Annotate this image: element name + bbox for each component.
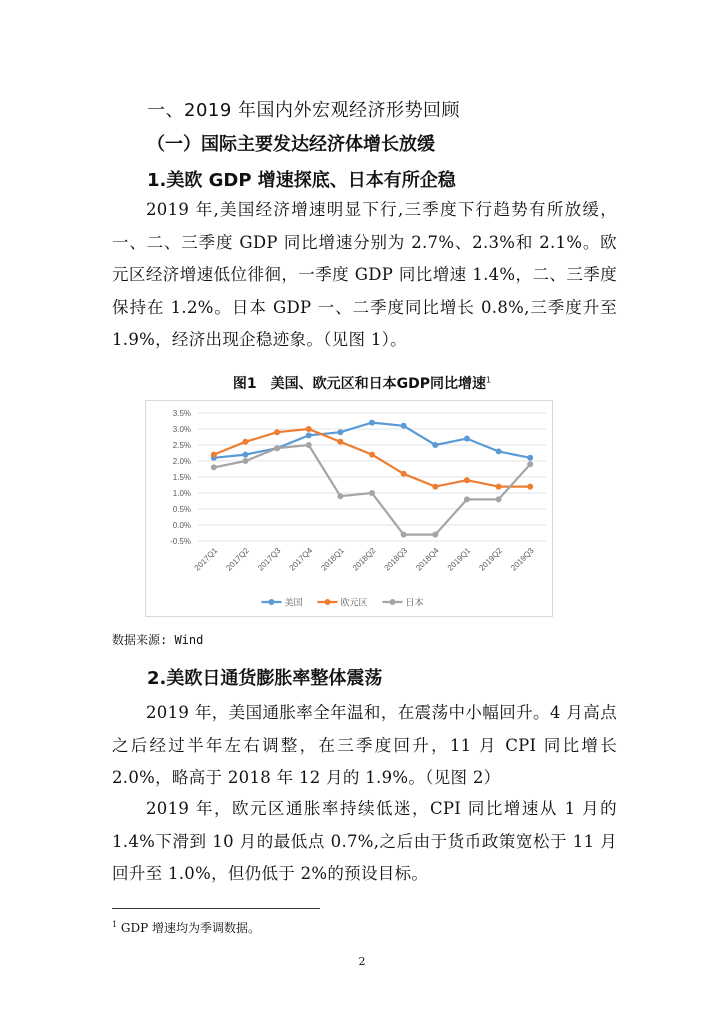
x-tick-label: 2018Q1 [319,546,346,573]
data-point [369,452,375,458]
data-point [464,496,470,502]
data-point [527,484,533,490]
legend-marker [390,599,396,605]
data-point [401,471,407,477]
page-number: 2 [358,955,366,968]
legend-label: 日本 [405,598,424,609]
legend-label: 美国 [284,598,303,609]
data-point [274,429,280,435]
subsection-heading: （一）国际主要发达经济体增长放缓 [147,134,435,155]
y-axis-ticks [170,409,191,546]
legend-marker [325,599,331,605]
data-point [496,448,502,454]
data-source: 数据来源: Wind [112,633,204,647]
y-tick-label: 0.5% [172,505,191,514]
x-tick-label: 2019Q3 [509,546,536,573]
chart-legend [262,597,424,609]
data-point [432,532,438,538]
data-point [211,464,217,470]
y-tick-label: 2.0% [172,457,191,466]
legend-marker [269,599,275,605]
x-tick-label: 2017Q3 [256,546,283,573]
data-point [337,429,343,435]
series-line [214,429,530,487]
chart-gridlines [198,413,546,541]
y-tick-label: 3.0% [172,425,191,434]
data-point [337,493,343,499]
data-point [306,432,312,438]
y-tick-label: 1.0% [172,489,191,498]
data-point [211,452,217,458]
data-point [527,461,533,467]
x-tick-label: 2018Q3 [382,546,410,573]
data-point [369,490,375,496]
footnote-reference: 1 [486,375,492,385]
footnote-mark: 1 [112,920,118,929]
x-tick-label: 2018Q4 [414,546,441,573]
data-point [337,439,343,445]
paragraph-euro-inflation: 2019 年，欧元区通胀率持续低迷，CPI 同比增速从 1 月的 1.4%下滑到 10 月的最低点 0.7%,之后由于货币政策宽松于 11 月回升至 1.0%，但仍低于 2%的预设目标。 [112,799,617,883]
data-point [464,436,470,442]
data-point [306,442,312,448]
y-tick-label: 1.5% [172,473,191,482]
x-tick-label: 2017Q1 [192,546,220,573]
footnote-divider [112,908,320,909]
topic-heading-gdp: 1.美欧 GDP 增速探底、日本有所企稳 [147,170,456,191]
x-tick-label: 2019Q1 [445,546,473,573]
data-point [401,423,407,429]
x-tick-label: 2019Q2 [477,546,504,573]
series-line [214,445,530,535]
legend-label: 欧元区 [340,598,368,609]
data-point [242,452,248,458]
x-tick-label: 2017Q2 [224,546,251,573]
data-point [496,496,502,502]
footnote [112,919,260,936]
x-tick-label: 2018Q2 [350,546,378,573]
y-tick-label: 0.0% [172,521,191,530]
data-point [464,477,470,483]
data-point [242,439,248,445]
x-tick-label: 2017Q4 [287,546,315,573]
figure-title-text: 图1 美国、欧元区和日本GDP同比增速 [232,376,487,392]
topic-heading-inflation: 2.美欧日通货膨胀率整体震荡 [147,668,383,689]
paragraph-us-inflation: 2019 年，美国通胀率全年温和，在震荡中小幅回升。4 月高点之后经过半年左右调整，在三季度回升，11 月 CPI 同比增长 2.0%，略高于 2018 年 12 月的 1.9%。（见图 2） [112,703,617,787]
data-point [401,532,407,538]
y-tick-label: -0.5% [170,537,191,546]
gdp-line-chart [145,400,553,617]
data-point [432,484,438,490]
y-tick-label: 3.5% [172,409,191,418]
x-axis-ticks [193,546,536,573]
section-heading: 一、2019 年国内外宏观经济形势回顾 [147,100,461,121]
chart-canvas [146,401,554,618]
data-point [369,420,375,426]
data-point [496,484,502,490]
y-tick-label: 2.5% [172,441,191,450]
data-point [527,455,533,461]
data-point [432,442,438,448]
data-point [274,445,280,451]
series-lines [211,420,533,538]
figure-title [0,373,724,393]
paragraph-gdp: 2019 年,美国经济增速明显下行,三季度下行趋势有所放缓，一、二、三季度 GDP 同比增速分别为 2.7%、2.3%和 2.1%。欧元区经济增速低位徘徊，一季度 GDP 同比增速 1.4%，二、三季度保持在 1.2%。日本 GDP 一、二季度同比增长 0.8%,三季度升至 1.9%，经济出现企稳迹象。（见图 1）。 [112,200,617,349]
data-point [242,458,248,464]
data-point [306,426,312,432]
footnote-text: GDP 增速均为季调数据。 [117,921,261,935]
